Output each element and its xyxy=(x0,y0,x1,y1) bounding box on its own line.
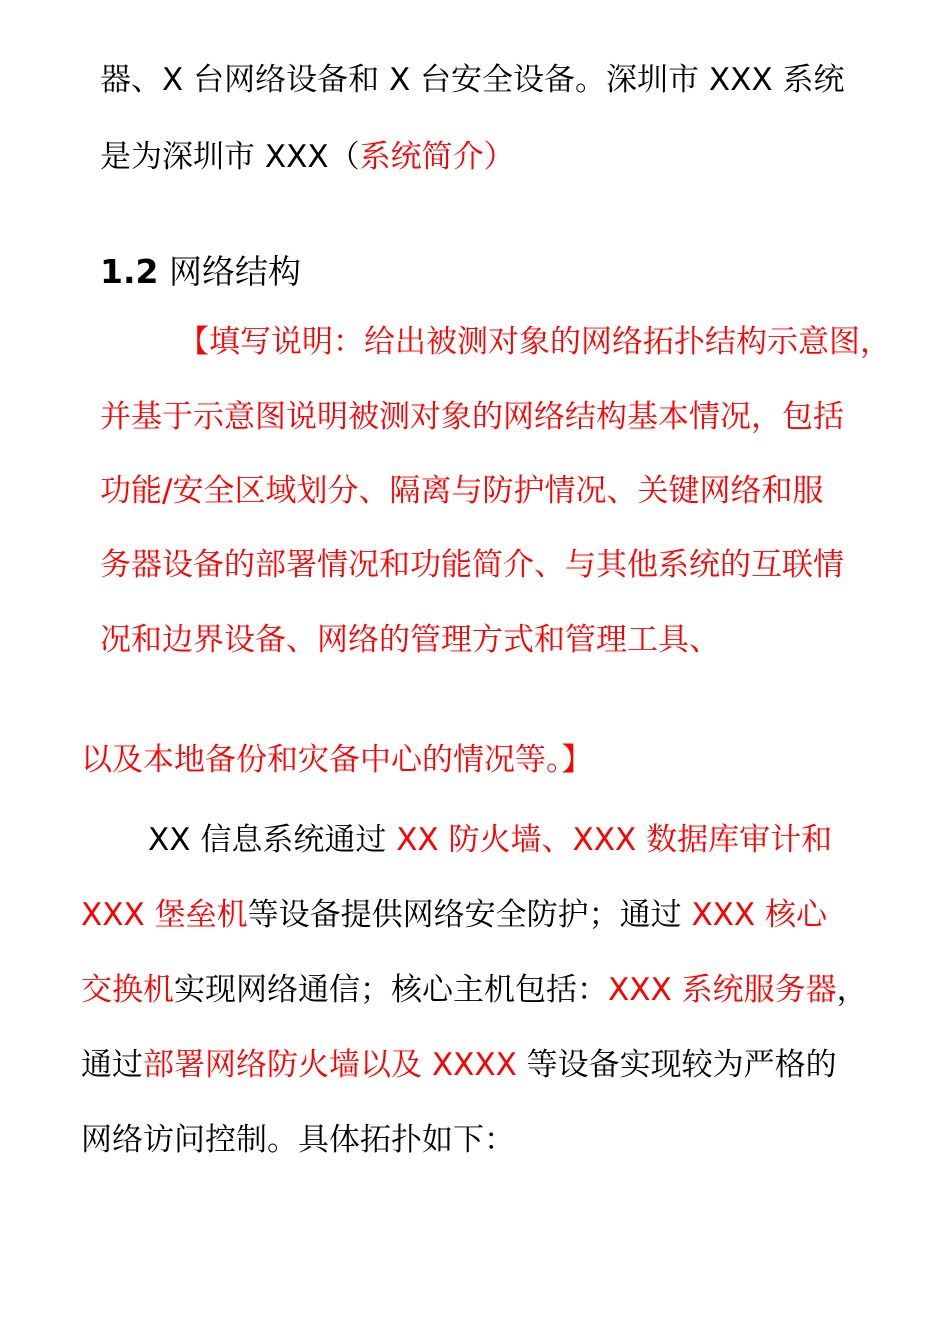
instruction-line-1 xyxy=(178,322,891,362)
body-line-5 xyxy=(81,1120,515,1160)
intro-text-1: 器、X 台网络设备和 X 台安全设备。深圳市 XXX 系统 xyxy=(100,62,845,98)
intro-system-summary-placeholder: 系统简介 xyxy=(359,139,484,175)
intro-line-2 xyxy=(100,137,515,177)
body-line-4 xyxy=(81,1045,837,1085)
intro-text-2c: ） xyxy=(483,139,515,175)
intro-line-1 xyxy=(100,60,844,100)
body-text-3b: 实现网络通信；核心主机包括： xyxy=(174,972,608,1008)
body-text-4a: 通过 xyxy=(81,1047,143,1083)
instruction-text-3: 功能/安全区域划分、隔离与防护情况、关键网络和服 xyxy=(100,473,824,509)
section-title: 网络结构 xyxy=(168,252,301,291)
section-number: 1.2 xyxy=(100,252,159,291)
body-line-2 xyxy=(81,895,827,935)
instruction-line-6 xyxy=(81,740,593,780)
instruction-line-4 xyxy=(100,545,844,585)
body-text-5: 网络访问控制。具体拓扑如下： xyxy=(81,1122,515,1158)
body-core-placeholder: XXX 核心 xyxy=(691,897,828,933)
body-text-4c: 等设备实现较为严格的 xyxy=(516,1047,837,1083)
intro-text-2a: 是为深圳市 XXX（ xyxy=(100,139,360,175)
instruction-text-2: 并基于示意图说明被测对象的网络结构基本情况，包括 xyxy=(100,399,844,435)
instruction-text-5: 况和边界设备、网络的管理方式和管理工具、 xyxy=(100,622,720,658)
body-server-placeholder: XXX 系统服务器 xyxy=(608,972,837,1008)
instruction-text-4: 务器设备的部署情况和功能简介、与其他系统的互联情 xyxy=(100,547,844,583)
body-line-1 xyxy=(148,820,832,860)
body-line-3 xyxy=(81,970,868,1010)
body-security-devices-placeholder: XX 防火墙、XXX 数据库审计和 xyxy=(396,822,833,858)
instruction-text-6: 以及本地备份和灾备中心的情况等。】 xyxy=(81,742,593,778)
body-switch-placeholder: 交换机 xyxy=(81,972,174,1008)
instruction-line-2 xyxy=(100,397,844,437)
instruction-text-1: 【填写说明：给出被测对象的网络拓扑结构示意图， xyxy=(178,324,891,360)
section-heading xyxy=(100,252,301,292)
body-text-1a: XX 信息系统通过 xyxy=(148,822,397,858)
instruction-line-5 xyxy=(100,620,720,660)
body-text-3d: ， xyxy=(836,972,868,1008)
body-text-2b: 等设备提供网络安全防护；通过 xyxy=(247,897,692,933)
body-bastion-placeholder: XXX 堡垒机 xyxy=(81,897,248,933)
instruction-line-3 xyxy=(100,471,823,511)
body-firewall-placeholder: 部署网络防火墙以及 XXXX xyxy=(143,1047,517,1083)
